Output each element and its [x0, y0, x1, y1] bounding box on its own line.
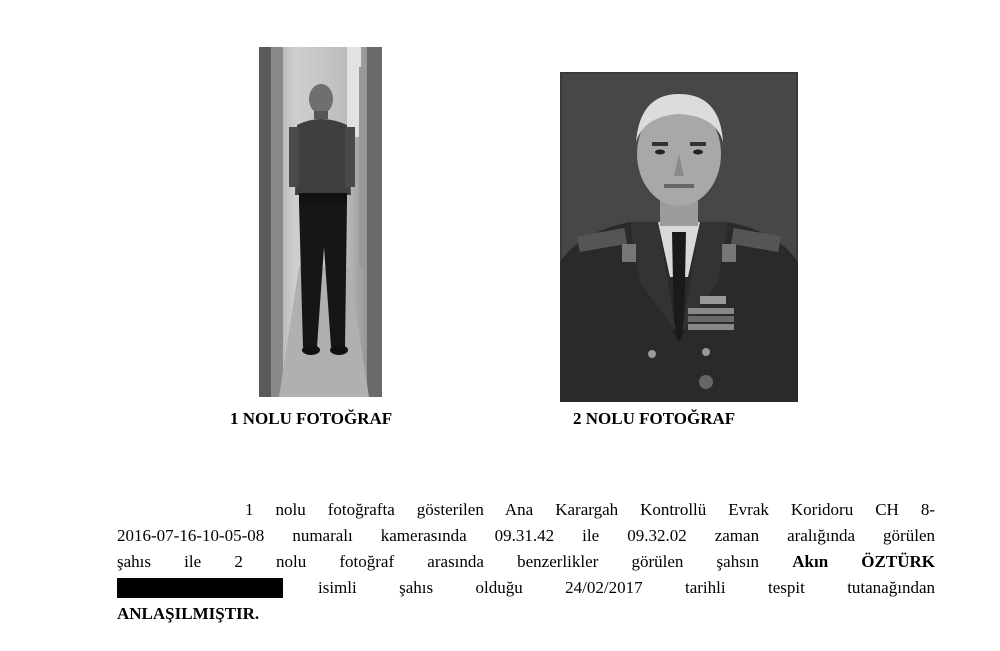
- photo-1-caption: 1 NOLU FOTOĞRAF: [230, 409, 393, 428]
- paragraph-line-2: 2016-07-16-10-05-08 numaralı kamerasında 09.31.42 ile 09.32.02 zaman aralığında görülen: [117, 526, 935, 545]
- redaction-bar: [117, 578, 283, 598]
- photo-1-cctv: [259, 47, 382, 397]
- paragraph-line-5: ANLAŞILMIŞTIR.: [117, 604, 260, 623]
- person-name: Akın ÖZTÜRK: [792, 552, 935, 571]
- paragraph-line-4-text: isimli şahıs olduğu 24/02/2017 tarihli tespit tutanağından: [318, 578, 935, 597]
- paragraph-line-3-text: şahıs ile 2 nolu fotoğraf arasında benzerlikler görülen şahsın: [117, 552, 760, 571]
- paragraph-line-4: [117, 575, 935, 601]
- paragraph-line-3: [117, 549, 935, 575]
- cctv-image: [259, 47, 382, 397]
- portrait-image: [560, 72, 798, 402]
- photo-2-caption: 2 NOLU FOTOĞRAF: [573, 409, 736, 428]
- photo-2-portrait: [560, 72, 798, 402]
- paragraph-line-1: 1 nolu fotoğrafta gösterilen Ana Karargah Kontrollü Evrak Koridoru CH 8-: [245, 500, 935, 519]
